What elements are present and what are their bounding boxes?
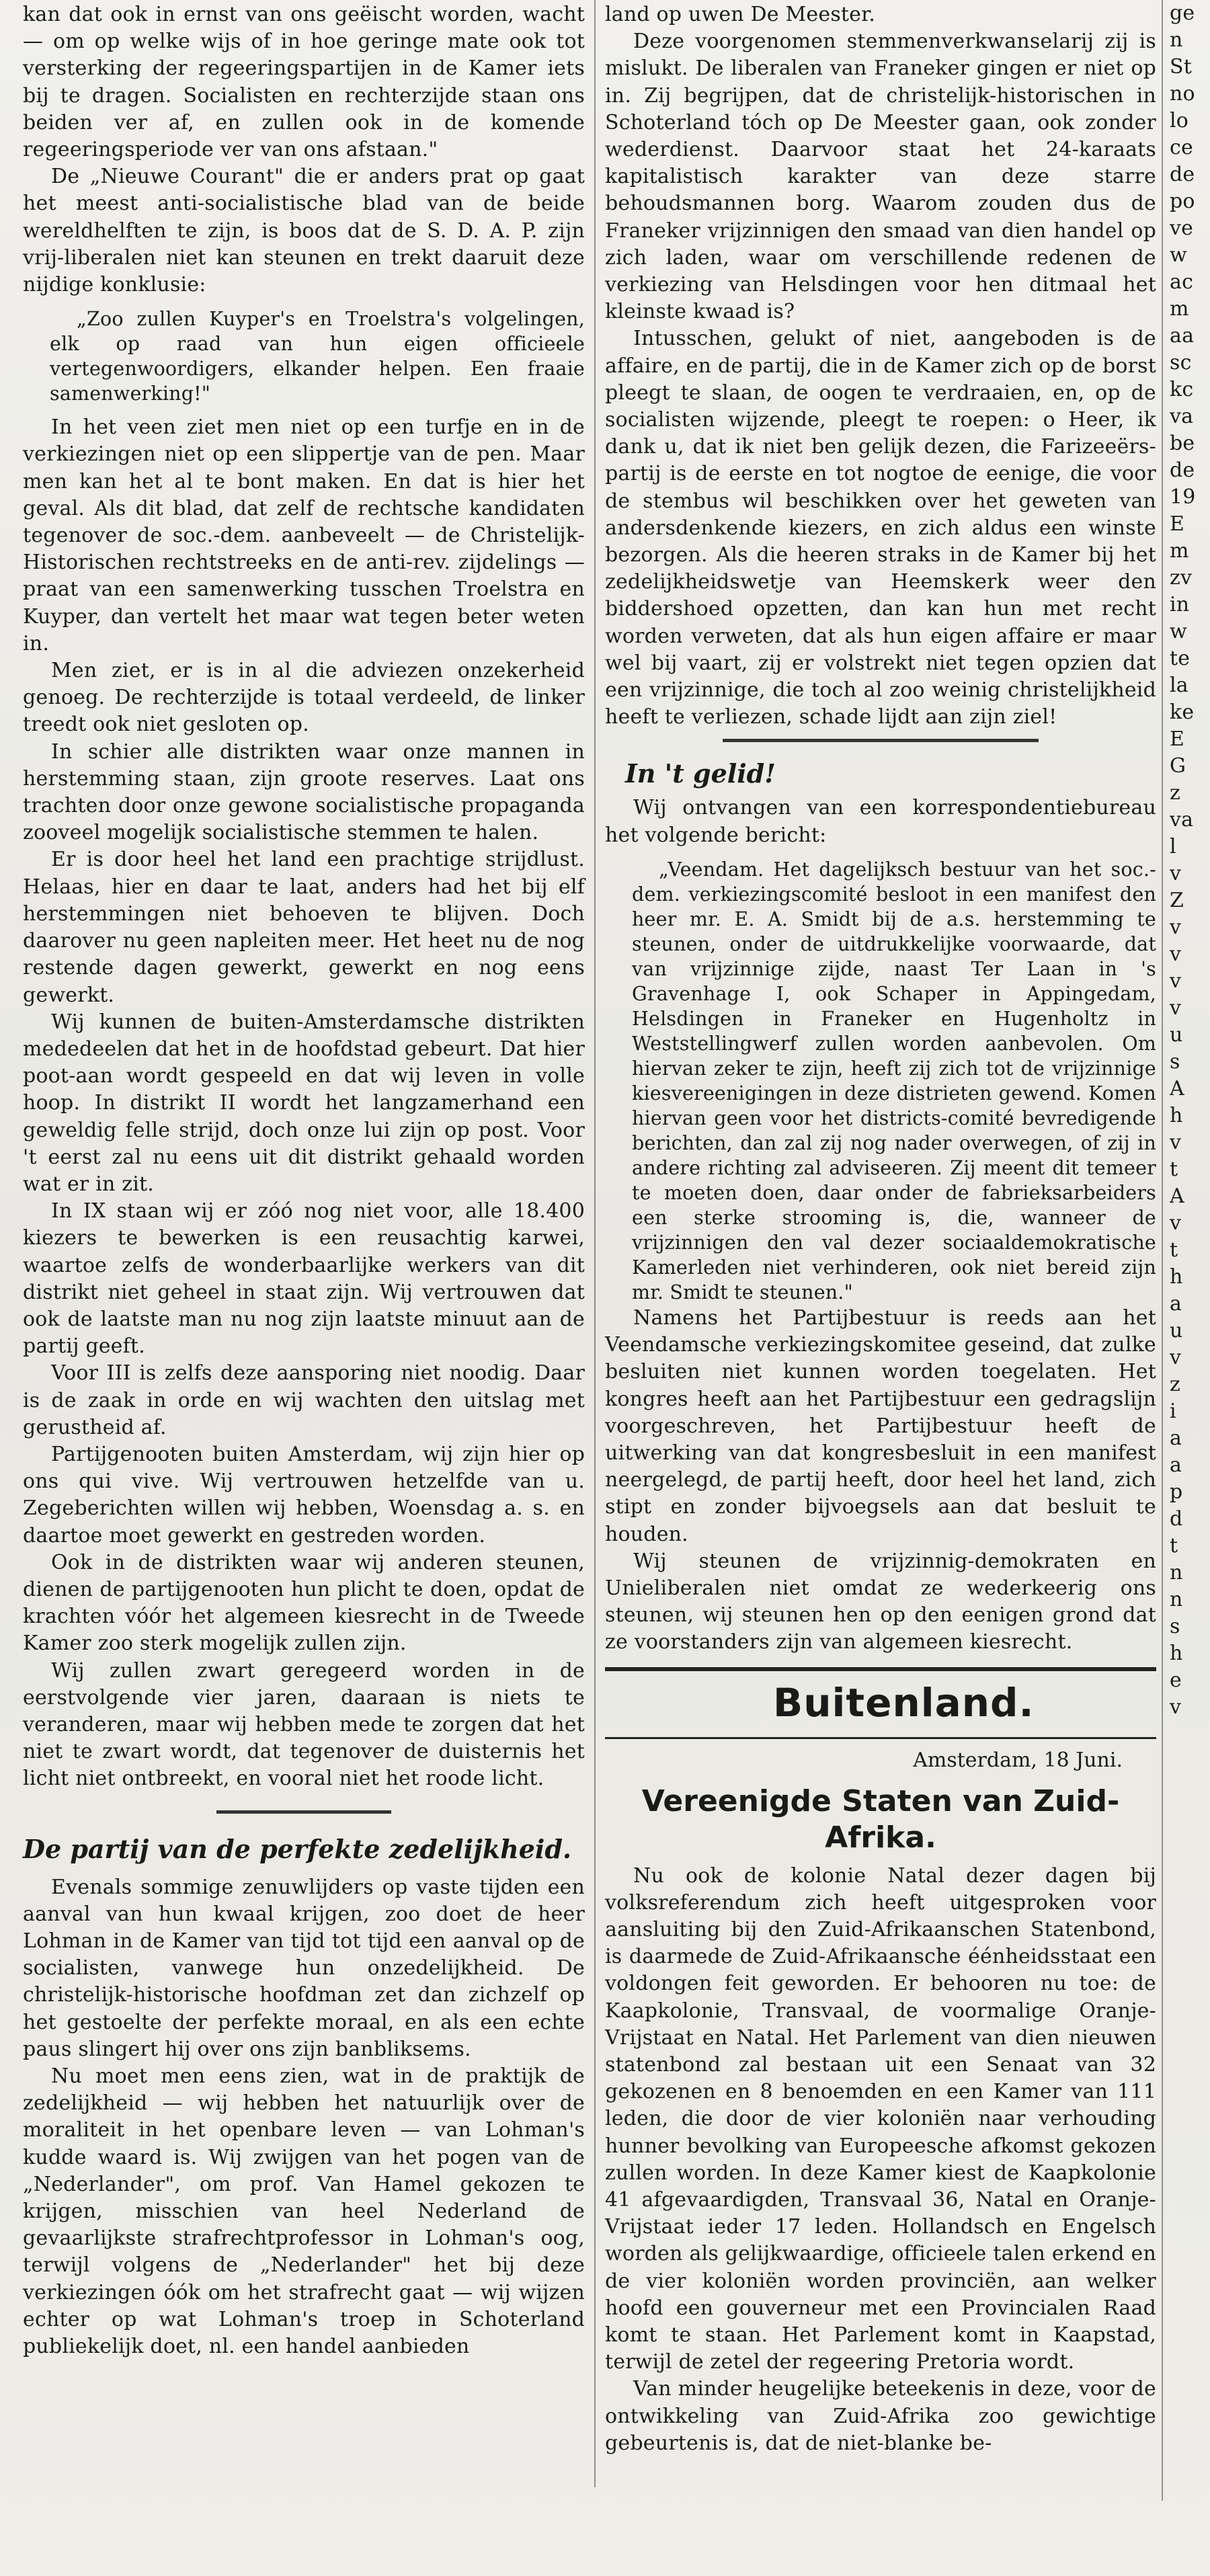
fragment-line: la — [1170, 674, 1188, 697]
paragraph: Deze voorgenomen stemmenverkwanselarij zij is mislukt. De liberalen van Franeker gingen er niet op in. Zij begrijpen, dat de christelijk-historischen in Schoterland tóch op De Meester gaan, ook zonder wederdienst. Daarvoor staat het 24-karaats kapitalistisch karakter van deze starre behoudsmannen borg. Waarom zouden dus de Franeker vrijzinnigen den smaad van dien handel op zich laden, waar om verschillende redenen de verkiezing van Helsdingen voor hen ditmaal het kleinste kwaad is? — [605, 30, 1156, 324]
fragment-line: E — [1170, 727, 1185, 751]
fragment-line: aa — [1170, 324, 1195, 348]
paragraph: In schier alle distrikten waar onze mannen in herstemming staan, zijn groote reserves. Laat ons trachten door onze gewone socialistische propaganda zooveel mogelijk socialistische stemmen te halen. — [23, 739, 585, 845]
column-middle — [605, 0, 1156, 2457]
paragraph: Ook in de distrikten waar wij anderen steunen, dienen de partijgenooten hun plicht te doen, opdat de krachten vóór het algemeen kiesrecht in de Tweede Kamer zoo sterk mogelijk zullen zijn. — [23, 1550, 585, 1656]
fragment-line: e — [1170, 1668, 1182, 1692]
fragment-line: l — [1170, 835, 1176, 858]
fragment-line: be — [1170, 432, 1195, 455]
section-rule — [605, 1737, 1156, 1739]
fragment-line: sc — [1170, 351, 1192, 374]
fragment-line: n — [1170, 28, 1183, 52]
fragment-line: A — [1170, 1077, 1184, 1100]
fragment-line: Z — [1170, 889, 1184, 912]
paragraph: In IX staan wij er zóó nog niet voor, alle 18.400 kiezers te bewerken is een reusachtig karwei, waartoe zelfs de wonderbaarlijke werkers van dit distrikt niet geheel in staat zijn. Wij vertrouwen dat ook de laatste man nu nog zijn laatste minuut aan de partij geeft. — [23, 1199, 585, 1359]
fragment-line: no — [1170, 82, 1195, 106]
column-left — [23, 0, 585, 2360]
paragraph: Er is door heel het land een prachtige strijdlust. Helaas, hier en daar te laat, anders had het bij elf herstemmingen niet behoeven te blijven. Doch daarover nu geen napleiten meer. Het heet nu de nog restende dagen gewerkt, gewerkt en nog eens gewerkt. — [23, 848, 585, 1007]
fragment-line: s — [1170, 1615, 1180, 1638]
paragraph: land op uwen De Meester. — [605, 3, 876, 26]
fragment-line: u — [1170, 1319, 1183, 1342]
fragment-line: G — [1170, 754, 1186, 778]
fragment-line: te — [1170, 647, 1191, 670]
fragment-line: kc — [1170, 378, 1194, 401]
article-heading: In 't gelid! — [625, 758, 776, 789]
quotation: „Zoo zullen Kuyper's en Troelstra's volgelingen, elk op raad van hun eigen officieele vertegenwoordigers, elkander helpen. Een fraaie samenwerking!" — [50, 308, 585, 405]
fragment-line: a — [1170, 1292, 1182, 1316]
fragment-line: v — [1170, 942, 1182, 966]
fragment-line: 19 — [1170, 485, 1196, 509]
fragment-line: in — [1170, 593, 1190, 616]
paragraph: Namens het Partijbestuur is reeds aan het Veendamsche verkiezingskomitee geseind, dat zulke besluiten niet kunnen worden toegelaten. Het kongres heeft aan het Partijbestuur een gedragslijn voorgeschreven, het Partijbestuur heeft de uitwerking van dat kongresbesluit in een manifest neergelegd, de partij heeft, door heel het land, zich stipt en zonder bijvoegsels aan dat besluit te houden. — [605, 1305, 1156, 1546]
fragment-line: St — [1170, 55, 1193, 79]
fragment-line: n — [1170, 1588, 1183, 1611]
paragraph: kan dat ook in ernst van ons geëischt worden, wacht — om op welke wijs of in hoe geringe mate ook tot versterking der regeeringspartijen in de Kamer iets bij te dragen. Socialisten en rechterzijde staan ons beiden ver af, en zullen ook in de komende regeeringsperiode ver van ons afstaan." — [23, 3, 585, 162]
fragment-line: w — [1170, 620, 1187, 643]
fragment-line: ke — [1170, 700, 1195, 724]
column-rule — [594, 0, 596, 2487]
fragment-line: v — [1170, 1211, 1182, 1235]
paragraph: Intusschen, gelukt of niet, aangeboden is de affaire, en de partij, die in de Kamer zich op de borst pleegt te slaan, de oogen te verdraaien, en, op de socialisten wijzende, pleegt te roepen: o Heer, ik dank u, dat ik niet ben gelijk dezen, die Farizeeërs-partij is de eerste en tot nogtoe de eenige, die voor de stembus wil beschikken over het geweten van andersdenkende kiezers, en zich aldus een winste bezorgen. Als die heeren straks in de Kamer bij het zedelijkheidswetje van Heemskerk weer den biddershoed opzetten, dan kan hun met recht worden verweten, dat als hun eigen affaire er maar wel bij vaart, zij er volstrekt niet tegen opzien dat een vrijzinnige, die toch al zoo weinig christelijkheid heeft te verliezen, schade lijdt aan zijn ziel! — [605, 327, 1156, 729]
section-title: Buitenland. — [773, 1679, 1035, 1726]
paragraph: Wij kunnen de buiten-Amsterdamsche distrikten mededeelen dat het in de hoofdstad gebeurt. Dat hier poot-aan wordt gespeeld en dat wij leven in volle hoop. In distrikt II wordt het langzamerhand een geweldig felle strijd, doch onze lui zijn op post. Voor 't eerst zal nu eens uit dit distrikt gehaald worden wat er in zit. — [23, 1010, 585, 1196]
fragment-line: m — [1170, 539, 1189, 563]
fragment-line: ce — [1170, 136, 1193, 159]
paragraph: Wij steunen de vrijzinnig-demokraten en Unieliberalen niet omdat ze wederkeerig ons steunen, wij steunen hen op den eenigen grond dat ze voorstanders zijn van algemeen kiesrecht. — [605, 1549, 1156, 1654]
fragment-line: va — [1170, 808, 1194, 832]
paragraph: In het veen ziet men niet op een turfje en in de verkiezingen niet op een slippertje van de pen. Maar men kan het al te bont maken. En dat is hier het geval. Als dit blad, dat zelf de rechtsche kandidaten tegenover de soc.-dem. aanbeveelt — de Christelijk-Historischen rechtstreeks en de anti-rev. zijdelings — praat van een samenwerking tusschen Troelstra en Kuyper, dan vertelt het maar wat tegen beter weten in. — [23, 415, 585, 655]
fragment-line: v — [1170, 1131, 1182, 1154]
fragment-line: v — [1170, 1695, 1182, 1719]
column-rule — [1162, 0, 1163, 2501]
fragment-line: a — [1170, 1426, 1182, 1450]
fragment-line: ac — [1170, 270, 1194, 294]
fragment-line: t — [1170, 1534, 1178, 1558]
fragment-line: v — [1170, 862, 1182, 885]
separator-rule — [216, 1810, 391, 1814]
fragment-line: va — [1170, 405, 1194, 428]
fragment-line: a — [1170, 1453, 1182, 1477]
fragment-line: t — [1170, 1158, 1178, 1181]
fragment-line: m — [1170, 297, 1189, 321]
fragment-line: zv — [1170, 566, 1193, 590]
fragment-line: v — [1170, 916, 1182, 939]
quotation: „Veendam. Het dagelijksch bestuur van het soc.-dem. verkiezingscomité besloot in een manifest den heer mr. E. A. Smidt bij de a.s. herstemming te steunen, onder de uitdrukkelijke voorwaarde, dat van vrijzinnige zijde, naast Ter Laan in 's Gravenhage I, ook Schaper in Appingedam, Helsdingen in Franeker en Hugenholtz in Weststellingwerf zullen worden aanbevolen. Om hiervan zeker te zijn, heeft zij zich tot de vrijzinnige kiesvereenigingen in deze distrieten gewend. Komen hiervan geen voor het districts-comité bevredigende berichten, dan zal zij nog nader overwegen, of zij in andere richting zal adviseeren. Zij meent dit temeer te moeten doen, daar onder de fabrieksarbeiders een sterke strooming is, die, wanneer de vrijzinnigen den val dezer sociaaldemokratische Kamerleden niet verhinderen, ook niet bereid zijn mr. Smidt te steunen." — [632, 858, 1156, 1303]
paragraph: Van minder heugelijke beteekenis in deze, voor de ontwikkeling van Zuid-Afrika zoo gewichtige gebeurtenis is, dat de niet-blanke be- — [605, 2377, 1156, 2455]
paragraph: Partijgenooten buiten Amsterdam, wij zijn hier op ons qui vive. Wij vertrouwen hetzelfde van u. Zegeberichten willen wij hebben, Woensdag a. s. en daartoe moet gewerkt en gestreden worden. — [23, 1442, 585, 1547]
paragraph: De „Nieuwe Courant" die er anders prat op gaat het meest anti-socialistische blad van de beide wereldhelften te zijn, is boos dat de S. D. A. P. zijn vrij-liberalen niet kan steunen en trekt daaruit deze nijdige konklusie: — [23, 165, 585, 297]
fragment-line: h — [1170, 1642, 1183, 1665]
fragment-line: z — [1170, 1373, 1181, 1396]
paragraph: Wij ontvangen van een korrespondentiebureau het volgende bericht: — [605, 796, 1156, 847]
paragraph: Wij zullen zwart geregeerd worden in de eerstvolgende vier jaren, daaraan is niets te veranderen, maar wij hebben mede te zorgen dat het niet te zwart wordt, dat tegenover de duisternis het licht niet ontbreekt, en vooral niet het roode licht. — [23, 1658, 585, 1791]
fragment-line: i — [1170, 1400, 1176, 1423]
fragment-line: lo — [1170, 109, 1189, 132]
paragraph: Nu ook de kolonie Natal dezer dagen bij volksreferendum zich heeft uitgesproken voor aansluiting bij den Zuid-Afrikaanschen Statenbond, is daarmede de Zuid-Afrikaansche éénheidsstaat een voldongen feit geworden. Er behooren nu toe: de Kaapkolonie, Transvaal, de voormalige Oranje-Vrijstaat en Natal. Het Parlement van dien nieuwen statenbond zal bestaan uit een Senaat van 32 gekozenen en 8 benoemden en een Kamer van 111 leden, die door de vier koloniën naar verhouding hunner bevolking van Europeesche afkomst gekozen zullen worden. In deze Kamer kiest de Kaapkolonie 41 afgevaardigden, Transvaal 36, Natal en Oranje-Vrijstaat ieder 17 leden. Hollandsch en Engelsch worden als gelijkwaardige, officieele talen erkend en de vier koloniën worden provinciën, aan welker hoofd een gouverneur met een Provincialen Raad komt te staan. Het Parlement komt in Kaapstad, terwijl de zetel der regeering Pretoria wordt. — [605, 1863, 1156, 2374]
fragment-line: p — [1170, 1480, 1183, 1504]
fragment-line: de — [1170, 163, 1195, 186]
fragment-line: s — [1170, 1050, 1180, 1074]
article-heading: Vereenigde Staten van Zuid-Afrika. — [641, 1783, 1120, 1855]
fragment-line: v — [1170, 969, 1182, 993]
article-heading: De partij van de perfekte zedelijkheid. — [23, 1833, 572, 1864]
fragment-line: po — [1170, 190, 1195, 213]
fragment-line: E — [1170, 512, 1185, 536]
paragraph: Men ziet, er is in al die adviezen onzekerheid genoeg. De rechterzijde is totaal verdeeld, de linker treedt ook niet gesloten op. — [23, 659, 585, 737]
fragment-line: d — [1170, 1507, 1183, 1531]
separator-rule — [723, 739, 1039, 742]
fragment-line: de — [1170, 458, 1195, 482]
fragment-line: ge — [1170, 1, 1195, 25]
fragment-line: v — [1170, 1346, 1182, 1369]
column-right-fragment — [1170, 0, 1210, 1721]
fragment-line: n — [1170, 1561, 1183, 1584]
fragment-line: A — [1170, 1184, 1184, 1208]
fragment-line: u — [1170, 1023, 1183, 1047]
fragment-line: ve — [1170, 216, 1194, 240]
dateline: Amsterdam, 18 Juni. — [913, 1748, 1123, 1772]
fragment-line: h — [1170, 1265, 1183, 1289]
paragraph: Evenals sommige zenuwlijders op vaste tijden een aanval van hun kwaal krijgen, zoo doet de heer Lohman in de Kamer van tijd tot tijd een aanval op de socialisten, vanwege hun onzedelijkheid. De christelijk-historische hoofdman zet dan zichzelf op het gestoelte der perfekte moraal, en als een echte paus slingert hij over ons zijn banbliksems. — [23, 1875, 585, 2061]
section-rule — [605, 1667, 1156, 1671]
fragment-line: t — [1170, 1238, 1178, 1262]
fragment-line: h — [1170, 1104, 1183, 1127]
paragraph: Nu moet men eens zien, wat in de praktijk de zedelijkheid — wij hebben het natuurlijk over de moraliteit in het openbare leven — van Lohman's kudde waard is. Wij zwijgen van het pogen van de „Nederlander", om prof. Van Hamel gekozen te krijgen, misschien van heel Nederland de gevaarlijkste strafrechtprofessor in Lohman's oog, terwijl volgens de „Nederlander" het bij deze verkiezingen óók om het strafrecht gaat — wij wijzen echter op wat Lohman's troep in Schoterland publiekelijk doet, nl. een handel aanbieden — [23, 2064, 585, 2359]
fragment-line: z — [1170, 781, 1181, 805]
fragment-line: w — [1170, 243, 1187, 267]
fragment-line: v — [1170, 996, 1182, 1020]
paragraph: Voor III is zelfs deze aansporing niet noodig. Daar is de zaak in orde en wij wachten den uitslag met gerustheid af. — [23, 1361, 585, 1439]
